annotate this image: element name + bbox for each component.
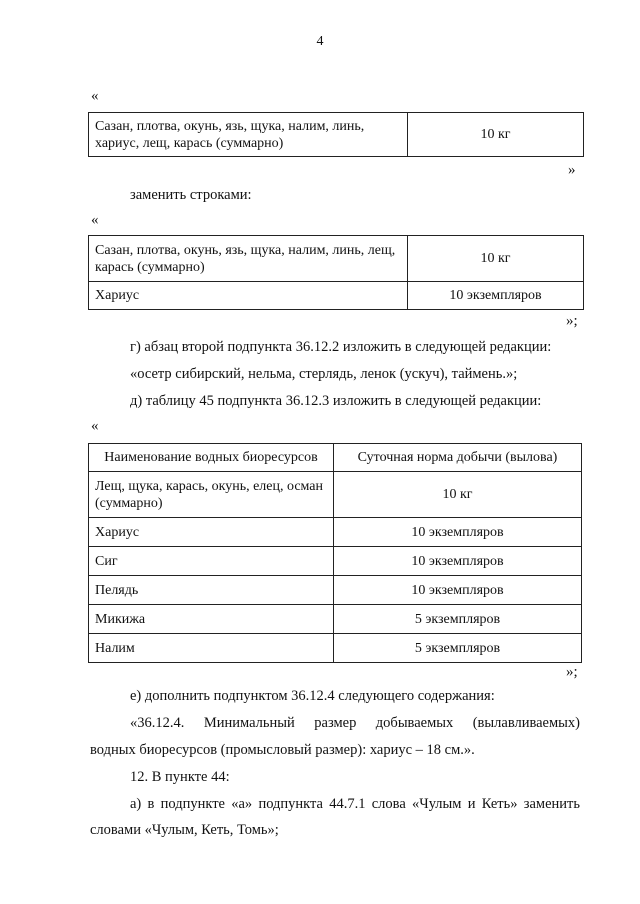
table-cell-value: 10 экземпляров — [334, 518, 582, 547]
table-cell-name: Лещ, щука, карась, окунь, елец, осман (суммарно) — [89, 472, 334, 518]
table-row — [89, 518, 582, 547]
table-header-row — [89, 444, 582, 472]
column-header-name: Наименование водных биоресурсов — [89, 444, 334, 472]
table-cell-name: Хариус — [89, 282, 408, 310]
table-row — [89, 547, 582, 576]
table-cell-name: Микижа — [89, 605, 334, 634]
table-cell-value: 10 экземпляров — [408, 282, 584, 310]
table-45 — [88, 443, 582, 663]
paragraph-e: е) дополнить подпунктом 36.12.4 следующего содержания: — [130, 688, 495, 704]
opening-quote-1: « — [91, 88, 99, 104]
table-row — [89, 113, 584, 157]
table-cell-value: 10 кг — [334, 472, 582, 518]
table-cell-value: 10 кг — [408, 236, 584, 282]
table-cell-name: Пелядь — [89, 576, 334, 605]
table-row — [89, 605, 582, 634]
closing-quote-2: »; — [566, 313, 578, 329]
paragraph-d: д) таблицу 45 подпункта 36.12.3 изложить в следующей редакции: — [130, 393, 542, 409]
table-row — [89, 282, 584, 310]
table-cell-value: 10 экземпляров — [334, 547, 582, 576]
table-cell-name: Сазан, плотва, окунь, язь, щука, налим, линь, хариус, лещ, карась (суммарно) — [89, 113, 408, 157]
replace-with-text: заменить строками: — [130, 187, 252, 203]
closing-quote-1: » — [568, 162, 576, 178]
table-row — [89, 634, 582, 663]
table-cell-name: Сиг — [89, 547, 334, 576]
paragraph-a-line-2: словами «Чулым, Кеть, Томь»; — [90, 822, 279, 838]
paragraph-g: г) абзац второй подпункта 36.12.2 изложить в следующей редакции: — [130, 339, 552, 355]
table-cell-value: 5 экземпляров — [334, 605, 582, 634]
table-cell-value: 10 экземпляров — [334, 576, 582, 605]
table-cell-name: Налим — [89, 634, 334, 663]
opening-quote-2: « — [91, 212, 99, 228]
table-row — [89, 472, 582, 518]
page-number: 4 — [316, 34, 324, 49]
item-12-heading: 12. В пункте 44: — [130, 769, 230, 785]
opening-quote-3: « — [91, 418, 99, 434]
table-original-rows — [88, 112, 584, 157]
closing-quote-3: »; — [566, 664, 578, 680]
table-cell-name: Хариус — [89, 518, 334, 547]
paragraph-g-quote: «осетр сибирский, нельма, стерлядь, ленок (ускуч), таймень.»; — [130, 366, 518, 382]
paragraph-e-quote-line-2: водных биоресурсов (промысловый размер): хариус – 18 см.». — [90, 742, 475, 758]
table-row — [89, 576, 582, 605]
table-row — [89, 236, 584, 282]
paragraph-e-quote-line-1: «36.12.4. Минимальный размер добываемых (вылавливаемых) — [130, 715, 580, 731]
column-header-norm: Суточная норма добычи (вылова) — [334, 444, 582, 472]
table-cell-name: Сазан, плотва, окунь, язь, щука, налим, линь, лещ, карась (суммарно) — [89, 236, 408, 282]
table-cell-value: 5 экземпляров — [334, 634, 582, 663]
table-cell-value: 10 кг — [408, 113, 584, 157]
table-replacement-rows — [88, 235, 584, 310]
paragraph-a-line-1: а) в подпункте «а» подпункта 44.7.1 слова «Чулым и Кеть» заменить — [130, 796, 580, 812]
